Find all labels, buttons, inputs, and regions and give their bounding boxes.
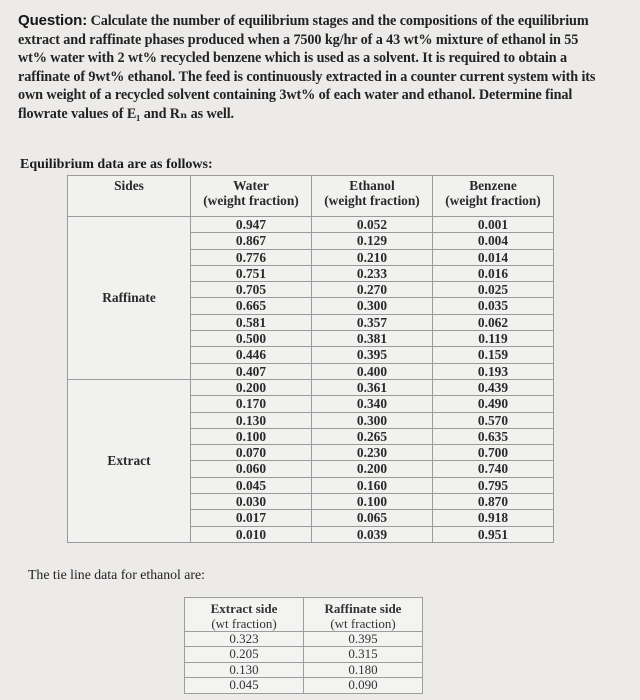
raffinate-benzene-cell: 0.004 <box>433 233 554 249</box>
header-benzene-label: Benzene <box>469 178 517 193</box>
tieline-raffinate-cell: 0.090 <box>304 678 423 693</box>
raffinate-benzene-cell: 0.016 <box>433 265 554 281</box>
extract-side-label: Extract side <box>210 601 278 616</box>
extract-ethanol-cell: 0.160 <box>312 477 433 493</box>
raffinate-water-cell: 0.947 <box>191 217 312 233</box>
extract-benzene-cell: 0.918 <box>433 510 554 526</box>
extract-water-cell: 0.200 <box>191 379 312 395</box>
question-line: extract and raffinate phases produced when a 7500 kg/hr of a 43 wt% mixture of ethanol in 55 <box>18 31 579 48</box>
tieline-extract-cell: 0.205 <box>185 647 304 662</box>
extract-water-cell: 0.030 <box>191 494 312 510</box>
extract-water-cell: 0.045 <box>191 477 312 493</box>
raffinate-benzene-cell: 0.062 <box>433 314 554 330</box>
extract-ethanol-cell: 0.300 <box>312 412 433 428</box>
extract-ethanol-cell: 0.361 <box>312 379 433 395</box>
extract-benzene-cell: 0.951 <box>433 526 554 542</box>
extract-water-cell: 0.060 <box>191 461 312 477</box>
raffinate-ethanol-cell: 0.129 <box>312 233 433 249</box>
extract-side-unit: (wt fraction) <box>211 616 277 631</box>
extract-benzene-cell: 0.700 <box>433 445 554 461</box>
extract-benzene-cell: 0.795 <box>433 477 554 493</box>
tieline-row <box>185 647 423 662</box>
extract-row <box>68 379 554 395</box>
raffinate-benzene-cell: 0.035 <box>433 298 554 314</box>
raffinate-ethanol-cell: 0.270 <box>312 282 433 298</box>
tieline-extract-cell: 0.045 <box>185 678 304 693</box>
raffinate-water-cell: 0.751 <box>191 265 312 281</box>
extract-water-cell: 0.130 <box>191 412 312 428</box>
header-water-unit: (weight fraction) <box>203 193 299 209</box>
header-extract-side <box>185 598 304 632</box>
raffinate-water-cell: 0.407 <box>191 363 312 379</box>
tieline-extract-cell: 0.130 <box>185 662 304 677</box>
raffinate-ethanol-cell: 0.395 <box>312 347 433 363</box>
equilibrium-header-row <box>68 176 554 217</box>
raffinate-ethanol-cell: 0.233 <box>312 265 433 281</box>
header-sides: Sides <box>68 176 191 217</box>
header-water <box>191 176 312 217</box>
extract-water-cell: 0.170 <box>191 396 312 412</box>
raffinate-water-cell: 0.776 <box>191 249 312 265</box>
raffinate-ethanol-cell: 0.357 <box>312 314 433 330</box>
tieline-table <box>184 597 423 694</box>
question-line: flowrate values of E₁ and Rₙ as well. <box>18 105 234 122</box>
raffinate-ethanol-cell: 0.210 <box>312 249 433 265</box>
header-raffinate-side <box>304 598 423 632</box>
raffinate-benzene-cell: 0.193 <box>433 363 554 379</box>
tieline-raffinate-cell: 0.315 <box>304 647 423 662</box>
extract-water-cell: 0.010 <box>191 526 312 542</box>
raffinate-water-cell: 0.705 <box>191 282 312 298</box>
question-line: own weight of a recycled solvent containing 3wt% of each water and ethanol. Determine final <box>18 87 573 104</box>
tieline-row <box>185 632 423 647</box>
question-line: raffinate of 9wt% ethanol. The feed is continuously extracted in a counter current system with its <box>18 68 596 85</box>
header-ethanol-label: Ethanol <box>349 178 395 193</box>
tieline-row <box>185 678 423 693</box>
raffinate-water-cell: 0.500 <box>191 331 312 347</box>
raffinate-water-cell: 0.867 <box>191 233 312 249</box>
question-line-text: Calculate the number of equilibrium stages and the compositions of the equilibrium <box>90 13 589 29</box>
extract-water-cell: 0.070 <box>191 445 312 461</box>
question-line <box>18 12 623 31</box>
header-benzene <box>433 176 554 217</box>
raffinate-ethanol-cell: 0.052 <box>312 217 433 233</box>
extract-benzene-cell: 0.740 <box>433 461 554 477</box>
tieline-raffinate-cell: 0.395 <box>304 632 423 647</box>
tieline-header-row <box>185 598 423 632</box>
extract-ethanol-cell: 0.039 <box>312 526 433 542</box>
raffinate-water-cell: 0.665 <box>191 298 312 314</box>
question-line: wt% water with 2 wt% recycled benzene which is used as a solvent. It is required to obtain a <box>18 50 567 67</box>
extract-benzene-cell: 0.570 <box>433 412 554 428</box>
raffinate-benzene-cell: 0.014 <box>433 249 554 265</box>
raffinate-side-unit: (wt fraction) <box>330 616 396 631</box>
extract-ethanol-cell: 0.100 <box>312 494 433 510</box>
raffinate-benzene-cell: 0.025 <box>433 282 554 298</box>
extract-benzene-cell: 0.870 <box>433 494 554 510</box>
tieline-caption: The tie line data for ethanol are: <box>28 567 205 582</box>
extract-side-label: Extract <box>68 379 191 542</box>
raffinate-water-cell: 0.446 <box>191 347 312 363</box>
header-water-label: Water <box>233 178 269 193</box>
extract-benzene-cell: 0.439 <box>433 379 554 395</box>
tieline-raffinate-cell: 0.180 <box>304 662 423 677</box>
equilibrium-table <box>67 175 554 543</box>
header-ethanol <box>312 176 433 217</box>
extract-benzene-cell: 0.490 <box>433 396 554 412</box>
extract-water-cell: 0.100 <box>191 428 312 444</box>
tieline-row <box>185 662 423 677</box>
extract-ethanol-cell: 0.340 <box>312 396 433 412</box>
raffinate-side-label: Raffinate <box>68 217 191 380</box>
question-text <box>18 12 623 124</box>
extract-ethanol-cell: 0.230 <box>312 445 433 461</box>
raffinate-benzene-cell: 0.159 <box>433 347 554 363</box>
raffinate-ethanol-cell: 0.300 <box>312 298 433 314</box>
extract-benzene-cell: 0.635 <box>433 428 554 444</box>
raffinate-benzene-cell: 0.001 <box>433 217 554 233</box>
header-ethanol-unit: (weight fraction) <box>324 193 420 209</box>
extract-ethanol-cell: 0.065 <box>312 510 433 526</box>
raffinate-ethanol-cell: 0.400 <box>312 363 433 379</box>
raffinate-side-label: Raffinate side <box>324 601 402 616</box>
raffinate-benzene-cell: 0.119 <box>433 331 554 347</box>
extract-ethanol-cell: 0.200 <box>312 461 433 477</box>
raffinate-row <box>68 217 554 233</box>
header-benzene-unit: (weight fraction) <box>445 193 541 209</box>
equilibrium-caption: Equilibrium data are as follows: <box>20 157 213 172</box>
raffinate-ethanol-cell: 0.381 <box>312 331 433 347</box>
extract-water-cell: 0.017 <box>191 510 312 526</box>
raffinate-water-cell: 0.581 <box>191 314 312 330</box>
question-label: Question: <box>18 12 88 29</box>
extract-ethanol-cell: 0.265 <box>312 428 433 444</box>
tieline-extract-cell: 0.323 <box>185 632 304 647</box>
